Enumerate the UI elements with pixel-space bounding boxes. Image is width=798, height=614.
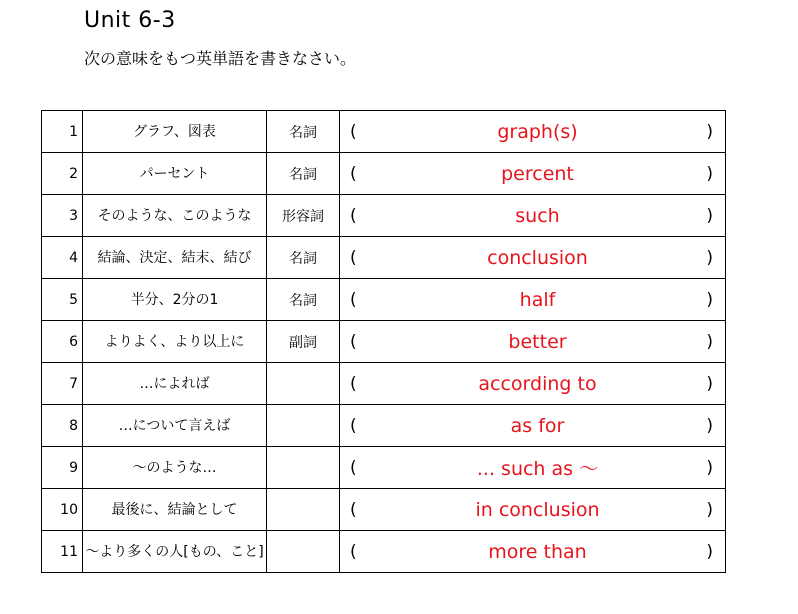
close-paren: ) — [706, 247, 713, 268]
table-row — [42, 279, 726, 321]
row-number: 10 — [42, 489, 83, 531]
japanese-meaning: ～より多くの人[もの、こと] — [83, 531, 267, 573]
close-paren: ) — [706, 541, 713, 562]
open-paren: ( — [350, 163, 357, 184]
japanese-meaning: 半分、2分の1 — [83, 279, 267, 321]
japanese-meaning: よりよく、より以上に — [83, 321, 267, 363]
row-number: 9 — [42, 447, 83, 489]
page-title: Unit 6-3 — [84, 8, 176, 33]
open-paren: ( — [350, 499, 357, 520]
answer-cell — [340, 321, 726, 363]
english-answer: conclusion — [487, 246, 588, 269]
answer-cell — [340, 531, 726, 573]
part-of-speech: 名詞 — [267, 111, 340, 153]
open-paren: ( — [350, 457, 357, 478]
table-row — [42, 153, 726, 195]
part-of-speech: 副詞 — [267, 321, 340, 363]
row-number: 1 — [42, 111, 83, 153]
table-row — [42, 447, 726, 489]
close-paren: ) — [706, 163, 713, 184]
table-row — [42, 237, 726, 279]
row-number: 3 — [42, 195, 83, 237]
open-paren: ( — [350, 121, 357, 142]
table-row — [42, 531, 726, 573]
part-of-speech — [267, 489, 340, 531]
instruction-text: 次の意味をもつ英単語を書きなさい。 — [84, 49, 357, 68]
row-number: 4 — [42, 237, 83, 279]
english-answer: more than — [488, 540, 587, 563]
row-number: 7 — [42, 363, 83, 405]
english-answer: according to — [478, 372, 597, 395]
open-paren: ( — [350, 331, 357, 352]
japanese-meaning: …について言えば — [83, 405, 267, 447]
close-paren: ) — [706, 331, 713, 352]
row-number: 6 — [42, 321, 83, 363]
part-of-speech — [267, 405, 340, 447]
close-paren: ) — [706, 205, 713, 226]
close-paren: ) — [706, 499, 713, 520]
japanese-meaning: パーセント — [83, 153, 267, 195]
row-number: 11 — [42, 531, 83, 573]
answer-cell — [340, 237, 726, 279]
close-paren: ) — [706, 121, 713, 142]
part-of-speech — [267, 531, 340, 573]
row-number: 8 — [42, 405, 83, 447]
japanese-meaning: グラフ、図表 — [83, 111, 267, 153]
japanese-meaning: …によれば — [83, 363, 267, 405]
answer-cell — [340, 447, 726, 489]
english-answer: as for — [510, 414, 565, 437]
english-answer: half — [519, 288, 556, 311]
open-paren: ( — [350, 373, 357, 394]
open-paren: ( — [350, 415, 357, 436]
english-answer: in conclusion — [475, 498, 600, 521]
open-paren: ( — [350, 289, 357, 310]
answer-cell — [340, 363, 726, 405]
part-of-speech — [267, 363, 340, 405]
english-answer: such — [515, 204, 560, 227]
table-row — [42, 489, 726, 531]
vocabulary-table — [41, 110, 726, 573]
english-answer: graph(s) — [497, 120, 578, 143]
japanese-meaning: ～のような… — [83, 447, 267, 489]
table-row — [42, 111, 726, 153]
row-number: 5 — [42, 279, 83, 321]
part-of-speech — [267, 447, 340, 489]
japanese-meaning: 結論、決定、結末、結び — [83, 237, 267, 279]
close-paren: ) — [706, 289, 713, 310]
part-of-speech: 名詞 — [267, 237, 340, 279]
answer-cell — [340, 279, 726, 321]
part-of-speech: 形容詞 — [267, 195, 340, 237]
part-of-speech: 名詞 — [267, 153, 340, 195]
japanese-meaning: 最後に、結論として — [83, 489, 267, 531]
english-answer: percent — [501, 162, 574, 185]
table-row — [42, 195, 726, 237]
close-paren: ) — [706, 415, 713, 436]
table-row — [42, 363, 726, 405]
answer-cell — [340, 195, 726, 237]
answer-cell — [340, 489, 726, 531]
english-answer: ... such as ～ — [476, 458, 599, 480]
open-paren: ( — [350, 205, 357, 226]
part-of-speech: 名詞 — [267, 279, 340, 321]
answer-cell — [340, 111, 726, 153]
row-number: 2 — [42, 153, 83, 195]
english-answer: better — [508, 330, 567, 353]
japanese-meaning: そのような、このような — [83, 195, 267, 237]
vocabulary-table-body — [42, 111, 726, 573]
close-paren: ) — [706, 373, 713, 394]
open-paren: ( — [350, 247, 357, 268]
answer-cell — [340, 153, 726, 195]
open-paren: ( — [350, 541, 357, 562]
close-paren: ) — [706, 457, 713, 478]
table-row — [42, 321, 726, 363]
table-row — [42, 405, 726, 447]
answer-cell — [340, 405, 726, 447]
